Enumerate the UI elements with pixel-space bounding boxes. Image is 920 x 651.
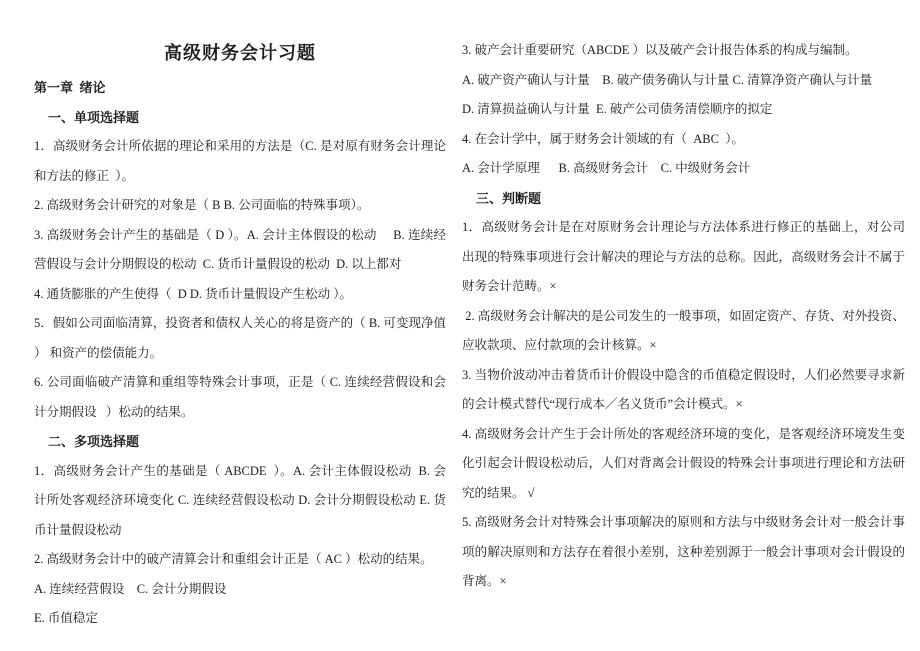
question-paragraph: 1．高级财务会计产生的基础是（ ABCDE ）。A. 会计主体假设松动 B. 会计所处客观经济环境变化 C. 连续经营假设松动 D. 会计分期假设松动 E. 货币计量假设松动 [34, 463, 446, 537]
question-paragraph: 4. 高级财务会计产生于会计所处的客观经济环境的变化，是客观经济环境发生变化引起会计假设松动后，人们对背离会计假设的特殊会计事项进行理论和方法研究的结果。 √ [462, 426, 905, 500]
question-paragraph: 4. 通货膨胀的产生使得（ D D. 货币计量假设产生松动 ）。 [34, 286, 353, 301]
question-paragraph: A. 破产资产确认与计量 B. 破产债务确认与计量 C. 清算净资产确认与计量 [462, 72, 873, 87]
question-paragraph: A. 连续经营假设 C. 会计分期假设 [34, 581, 227, 596]
chapter-heading: 第一章 绪论 [34, 80, 106, 95]
question-paragraph: 2. 高级财务会计解决的是公司发生的一般事项，如固定资产、存货、对外投资、应收款项、应付款项的会计核算。× [462, 308, 905, 352]
question-paragraph: 2. 高级财务会计中的破产清算会计和重组会计正是（ AC ）松动的结果。 [34, 552, 433, 566]
right-column-content [462, 36, 905, 597]
section-heading: 一、单项选择题 [48, 109, 140, 125]
left-column [0, 0, 453, 651]
document-title: 高级财务会计习题 [164, 43, 316, 63]
section-heading: 二、多项选择题 [48, 434, 140, 449]
question-paragraph: 1．高级财务会计是在对原财务会计理论与方法体系进行修正的基础上，对公司出现的特殊事项进行会计解决的理论与方法的总称。因此，高级财务会计不属于财务会计范畴。× [462, 220, 905, 293]
left-column-content [34, 73, 453, 634]
section-heading: 三、判断题 [476, 190, 542, 206]
question-paragraph: 1．高级财务会计所依据的理论和采用的方法是（C. 是对原有财务会计理论和方法的修正 ）。 [34, 139, 446, 183]
question-paragraph: 6. 公司面临破产清算和重组等特殊会计事项，正是（ C. 连续经营假设和会计分期假设 ）松动的结果。 [34, 375, 446, 419]
question-paragraph: D. 清算损益确认与计量 E. 破产公司债务清偿顺序的拟定 [462, 102, 773, 116]
question-paragraph: 5. 高级财务会计对特殊会计事项解决的原则和方法与中级财务会计对一般会计事项的解决原则和方法存在着很小差别，这种差别源于一般会计事项对会计假设的背离。× [462, 515, 905, 588]
question-paragraph: 3. 破产会计重要研究（ABCDE ）以及破产会计报告体系的构成与编制。 [462, 43, 858, 57]
question-paragraph: 3. 高级财务会计产生的基础是（ D ）。A. 会计主体假设的松动 B. 连续经营假设与会计分期假设的松动 C. 货币计量假设的松动 D. 以上都对 [34, 227, 446, 271]
question-paragraph: 5．假如公司面临清算，投资者和债权人关心的将是资产的（ B. 可变现净值 ） 和资产的偿债能力。 [34, 316, 453, 360]
question-paragraph: 2. 高级财务会计研究的对象是（ B B. 公司面临的特殊事项）。 [34, 198, 370, 212]
question-paragraph: A. 会计学原理 B. 高级财务会计 C. 中级财务会计 [462, 161, 751, 175]
question-paragraph: E. 币值稳定 [34, 611, 98, 625]
question-paragraph: 4. 在会计学中，属于财务会计领域的有（ ABC ）。 [462, 131, 744, 146]
right-column [448, 0, 920, 651]
question-paragraph: 3. 当物价波动冲击着货币计价假设中隐含的币值稳定假设时，人们必然要寻求新的会计模式替代“现行成本／名义货币”会计模式。× [462, 367, 905, 411]
